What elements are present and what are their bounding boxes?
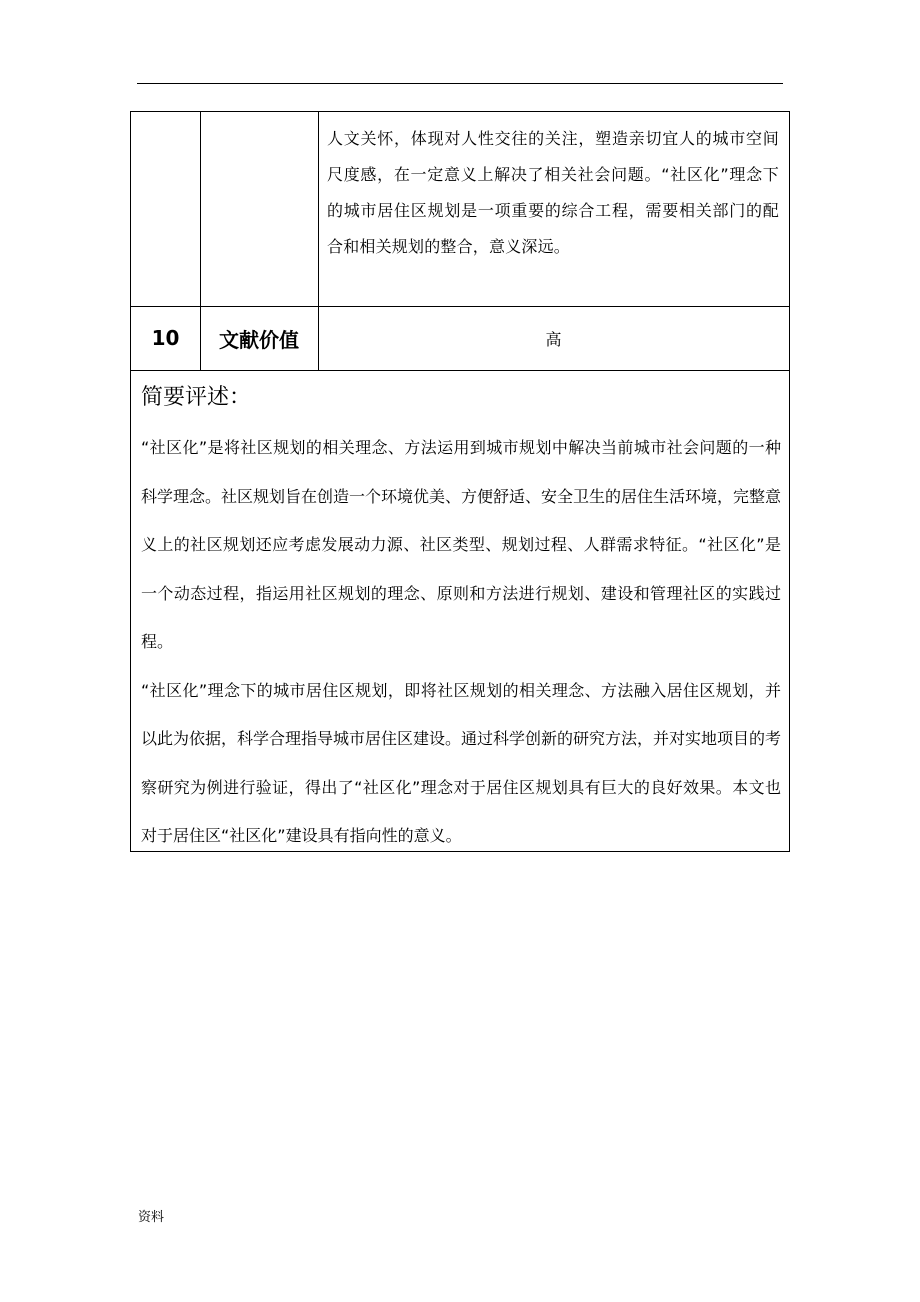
row-label: 文献价值 [219,327,299,352]
summary-paragraph-2: “社区化”理念下的城市居住区规划，即将社区规划的相关理念、方法融入居住区规划，并以此为依据，科学合理指导城市居住区建设。通过科学创新的研究方法，并对实地项目的考察研究为例进行验证，得出了“社区化”理念对于居住区规划具有巨大的良好效果。本文也对于居住区“社区化”建设具有指向性的意义。 [141,680,782,845]
summary-title: 简要评述： [141,385,252,410]
header-rule [137,83,783,84]
evaluation-table [130,111,790,852]
summary-body [141,424,781,861]
row-value: 高 [545,329,562,349]
summary-paragraph-1: “社区化”是将社区规划的相关理念、方法运用到城市规划中解决当前城市社会问题的一种科学理念。社区规划旨在创造一个环境优美、方便舒适、安全卫生的居住生活环境，完整意义上的社区规划还应考虑发展动力源、社区类型、规划过程、人群需求特征。“社区化”是一个动态过程，指运用社区规划的理念、原则和方法进行规划、建设和管理社区的实践过程。 [141,438,782,651]
continuation-text: 人文关怀，体现对人性交往的关注，塑造亲切宜人的城市空间尺度感，在一定意义上解决了相关社会问题。“社区化”理念下的城市居住区规划是一项重要的综合工程，需要相关部门的配合和相关规划的整合，意义深远。 [327,129,779,256]
row-number: 10 [151,326,180,350]
footer-label: 资料 [138,1210,165,1225]
row-divider-2 [131,370,789,371]
